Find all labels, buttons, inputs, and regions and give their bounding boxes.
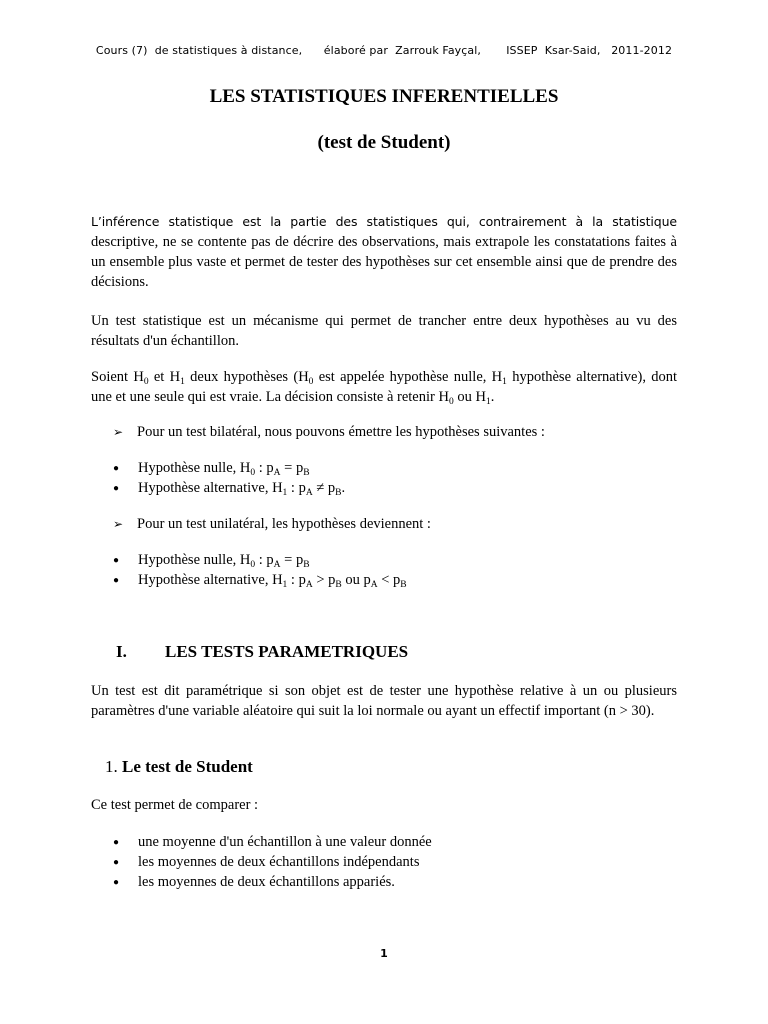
list-item: ● Hypothèse alternative, $H_1$ : $p_A \ne p_B$. — [113, 480, 346, 498]
unilateral-hypotheses-list — [113, 550, 407, 590]
section-number: I. — [116, 642, 127, 661]
unilateral-label: Pour un test unilatéral, les hypothèses deviennent : — [137, 516, 431, 532]
list-item: ● les moyennes de deux échantillons appariés. — [113, 872, 432, 892]
document-subtitle: (test de Student) — [317, 132, 451, 153]
list-item: ● Hypothèse nulle, $H_0$ : $p_A = p_B$ — [113, 552, 310, 570]
bilateral-hypotheses-list — [113, 458, 345, 498]
list-item: ● Hypothèse nulle, $H_0$ : $p_A = p_B$ — [113, 460, 310, 478]
subsection-title: Le test de Student — [122, 757, 253, 776]
bilateral-label: Pour un test bilatéral, nous pouvons émettre les hypothèses suivantes : — [137, 424, 545, 440]
arrow-icon: ➢ — [113, 517, 124, 531]
student-intro: Ce test permet de comparer : — [91, 797, 259, 813]
page-number: 1 — [380, 947, 388, 960]
bullet-icon: ● — [113, 575, 120, 586]
running-header: Cours (7) de statistiques à distance, élaboré par Zarrouk Fayçal, ISSEP Ksar-Said, 2011-2012 — [95, 44, 673, 57]
list-item: ● Hypothèse alternative, $H_1$ : $p_A > p_B$ ou $p_A < p_B$ — [113, 572, 407, 590]
list-item: ● une moyenne d'un échantillon à une valeur donnée — [113, 832, 432, 852]
bullet-icon: ● — [113, 463, 120, 474]
bilateral-heading — [113, 422, 545, 442]
parametric-definition-paragraph: Un test est dit paramétrique si son objet est de tester une hypothèse relative à un ou plusieurs paramètres d'une variable aléatoire qui suit la loi normale ou ayant un effectif important (n > 30). — [91, 683, 677, 719]
bullet-icon: ● — [113, 877, 120, 888]
document-title: LES STATISTIQUES INFERENTIELLES — [209, 86, 559, 107]
student-uses-list — [113, 832, 432, 892]
bullet-icon: ● — [113, 555, 120, 566]
intro-paragraph — [91, 212, 677, 292]
section-title: LES TESTS PARAMETRIQUES — [165, 642, 409, 661]
unilateral-heading — [113, 514, 431, 534]
section-heading — [116, 642, 408, 662]
intro-rest: descriptive, ne se contente pas de décrire des observations, mais extrapole les constatations faites à un ensemble plus vaste et permet de tester des hypothèses sur cet ensemble ainsi que de prendre des décisions. — [91, 234, 677, 290]
arrow-icon: ➢ — [113, 425, 124, 439]
subsection-heading — [105, 757, 253, 777]
bullet-icon: ● — [113, 837, 120, 848]
hypotheses-paragraph: Soient $H_0$ et $H_1$ deux hypothèses ($H_0$ est appelée hypothèse nulle, $H_1$ hypothèse alternative), dont une et une seule qui est vraie. La décision consiste à retenir $H_0$ ou $H_1$. — [91, 369, 678, 407]
subsection-number: 1. — [105, 757, 118, 776]
bullet-icon: ● — [113, 483, 120, 494]
bullet-icon: ● — [113, 857, 120, 868]
list-item: ● les moyennes de deux échantillons indépendants — [113, 852, 432, 872]
test-definition-paragraph: Un test statistique est un mécanisme qui permet de trancher entre deux hypothèses au vu des résultats d'un échantillon. — [91, 313, 677, 349]
intro-first-line: L’inférence statistique est la partie des statistiques qui, contrairement à la statistique — [91, 214, 677, 229]
